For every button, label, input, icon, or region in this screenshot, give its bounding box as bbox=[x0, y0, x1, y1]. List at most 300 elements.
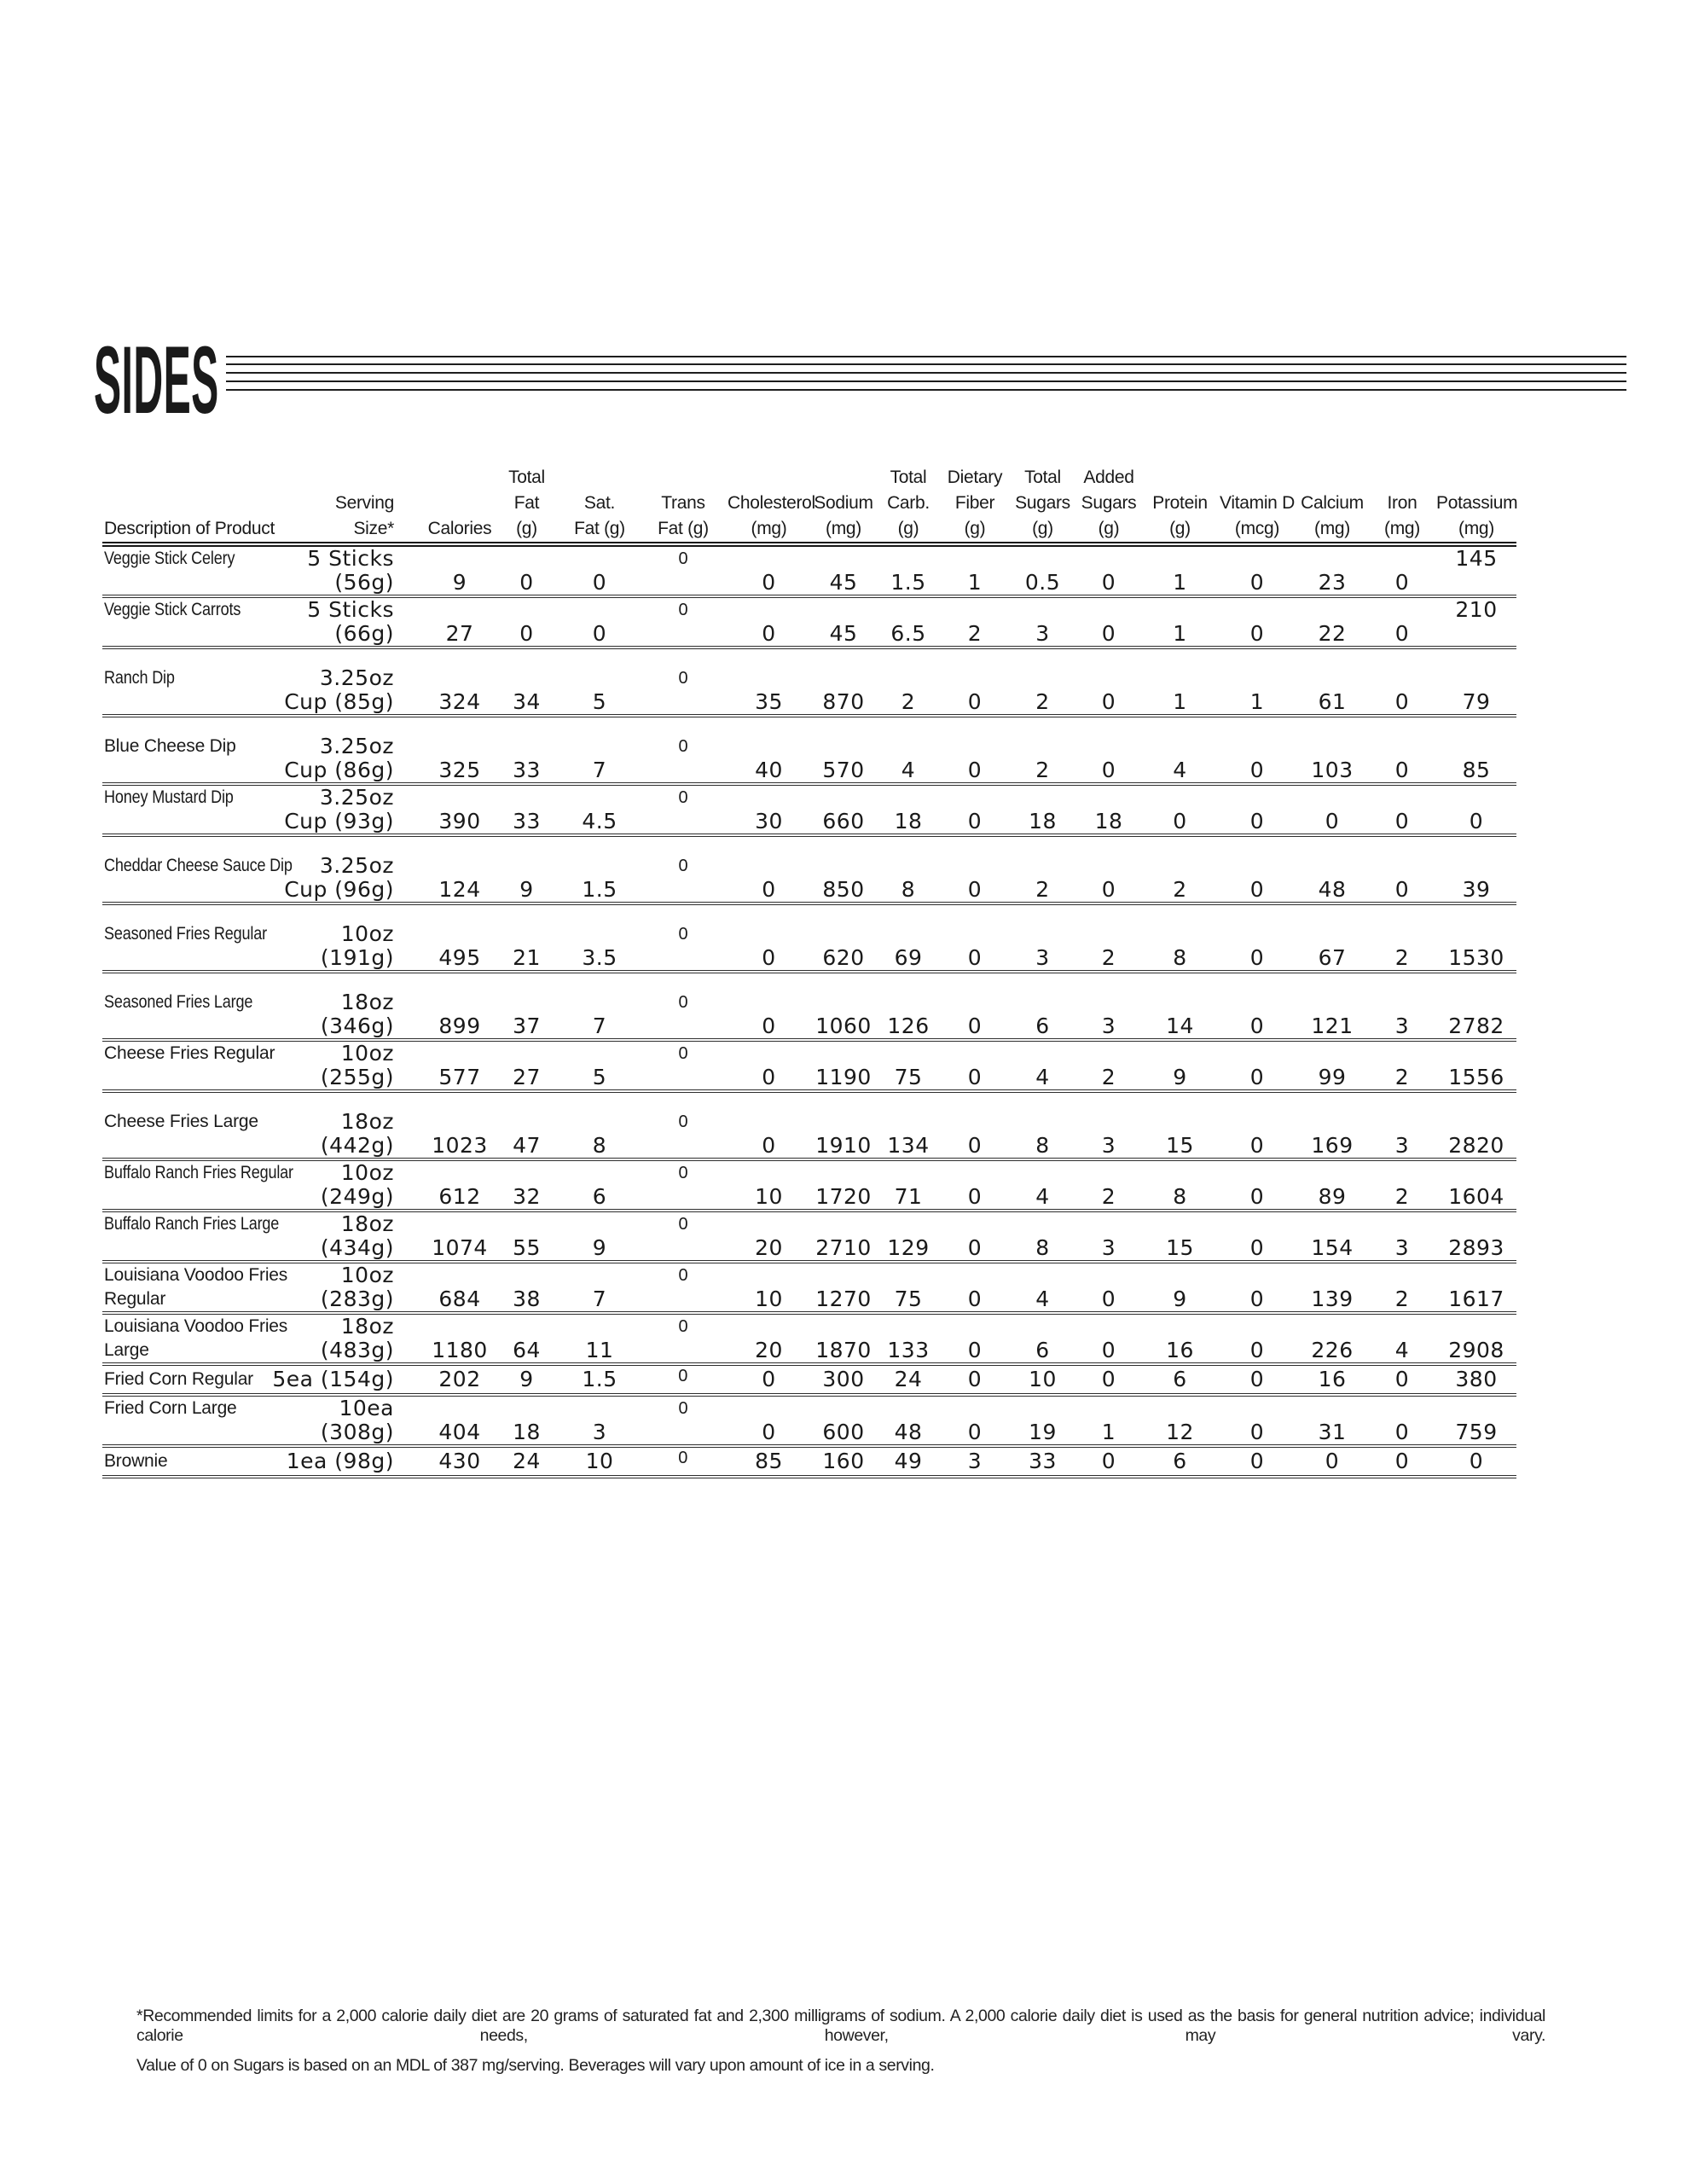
value-line-top bbox=[810, 990, 877, 1014]
value-line-top bbox=[1296, 1212, 1368, 1236]
nutrition-table bbox=[102, 465, 1516, 1478]
cell-iron bbox=[1368, 1366, 1436, 1393]
cell-calories bbox=[426, 922, 493, 970]
value-line bbox=[877, 1366, 940, 1393]
product-name: Seasoned Fries Large bbox=[104, 992, 253, 1012]
cell-total_fat bbox=[493, 1448, 560, 1475]
product-name-line bbox=[104, 786, 328, 810]
header-line: Sugars bbox=[1015, 493, 1070, 513]
value-line-top bbox=[728, 735, 810, 758]
value-line-top bbox=[877, 1110, 940, 1134]
value-line-bottom: 35 bbox=[755, 689, 783, 714]
product-name-line2 bbox=[104, 1287, 328, 1311]
header-line: Sat. bbox=[583, 493, 616, 513]
value-line-top bbox=[728, 1042, 810, 1066]
value-line-bottom: 0 bbox=[967, 1420, 983, 1444]
cell-sugars bbox=[1010, 1110, 1075, 1158]
cell-carb bbox=[877, 1366, 940, 1393]
header-line: Protein bbox=[1152, 493, 1208, 513]
value-line-top bbox=[1218, 1042, 1296, 1066]
value-line-bottom: 0 bbox=[1101, 1338, 1116, 1362]
serving-size-line2: (249g) bbox=[320, 1184, 394, 1209]
cell-calories bbox=[426, 1366, 493, 1393]
value-line-top bbox=[1436, 666, 1516, 690]
cell-fiber bbox=[940, 1042, 1010, 1089]
cell-serving bbox=[286, 1448, 426, 1475]
cell-fiber bbox=[940, 1366, 1010, 1393]
cell-added_sugars bbox=[1075, 922, 1142, 970]
cell-sodium bbox=[810, 786, 877, 834]
value-line-bottom: 18 bbox=[1094, 809, 1123, 834]
cell-name bbox=[102, 547, 328, 595]
cell-cholesterol bbox=[728, 786, 810, 834]
product-name: Buffalo Ranch Fries Regular bbox=[104, 1163, 293, 1182]
header-trans_fat bbox=[639, 465, 728, 542]
value-total_fat: 24 bbox=[513, 1449, 541, 1473]
header-line: (g) bbox=[897, 519, 919, 538]
cell-calcium bbox=[1296, 1161, 1368, 1209]
value-line bbox=[810, 1366, 877, 1393]
value-line-top bbox=[940, 786, 1010, 810]
cell-total_fat bbox=[493, 666, 560, 714]
serving-size-line1: 18oz bbox=[340, 1314, 394, 1339]
cell-added_sugars bbox=[1075, 1315, 1142, 1362]
value-line-top bbox=[1010, 1212, 1075, 1236]
value-line-top bbox=[728, 990, 810, 1014]
value-line-bottom: 0 bbox=[1249, 1235, 1265, 1260]
header-line: (mg) bbox=[1314, 519, 1350, 538]
serving-size-line2: (66g) bbox=[334, 621, 394, 646]
cell-fiber bbox=[940, 1315, 1010, 1362]
cell-sodium bbox=[810, 1315, 877, 1362]
serving-size-line1: 3.25oz bbox=[319, 785, 394, 810]
value-line-top bbox=[728, 666, 810, 690]
value-line-bottom: 2782 bbox=[1448, 1014, 1504, 1038]
value-iron: 0 bbox=[1394, 1449, 1410, 1473]
value-calcium: 0 bbox=[1325, 1449, 1340, 1473]
cell-protein bbox=[1142, 922, 1218, 970]
value-line-bottom: 2893 bbox=[1448, 1235, 1504, 1260]
value-line-bottom: 3 bbox=[1101, 1133, 1116, 1158]
value-line-bottom: 20 bbox=[755, 1235, 783, 1260]
cell-carb bbox=[877, 786, 940, 834]
cell-calories bbox=[426, 1110, 493, 1158]
cell-calories bbox=[426, 1448, 493, 1475]
value-line-top bbox=[940, 922, 1010, 946]
cell-added_sugars bbox=[1075, 1110, 1142, 1158]
value-line-top bbox=[1142, 1397, 1218, 1420]
value-line-bottom: 126 bbox=[887, 1014, 930, 1038]
value-line-top bbox=[1368, 854, 1436, 878]
value-line-top bbox=[940, 1397, 1010, 1420]
cell-carb bbox=[877, 547, 940, 595]
value-line-top bbox=[877, 1212, 940, 1236]
value-line-top bbox=[1296, 1315, 1368, 1339]
cell-calories bbox=[426, 1315, 493, 1362]
value-line-top bbox=[426, 990, 493, 1014]
value-line-top bbox=[1075, 786, 1142, 810]
value-line-top bbox=[426, 786, 493, 810]
value-line-bottom: 79 bbox=[1462, 689, 1491, 714]
value-line-top bbox=[877, 1397, 940, 1420]
value-line-top bbox=[560, 786, 639, 810]
value-line-top bbox=[810, 735, 877, 758]
value-line-top: 0 bbox=[678, 1044, 688, 1063]
value-line-top bbox=[877, 735, 940, 758]
cell-sodium bbox=[810, 598, 877, 646]
value-line-bottom bbox=[639, 1014, 728, 1038]
product-name-line2 bbox=[104, 1066, 328, 1089]
cell-potassium bbox=[1436, 1212, 1516, 1260]
cell-total_fat bbox=[493, 1212, 560, 1260]
value-line-bottom: 0 bbox=[1394, 758, 1410, 782]
value-line-top bbox=[1296, 598, 1368, 622]
cell-sugars bbox=[1010, 1042, 1075, 1089]
cell-sodium bbox=[810, 1397, 877, 1444]
value-line-bottom bbox=[639, 1066, 728, 1089]
value-line-top bbox=[1436, 1161, 1516, 1185]
cell-protein bbox=[1142, 1397, 1218, 1444]
cell-calcium bbox=[1296, 598, 1368, 646]
value-line-top bbox=[1142, 666, 1218, 690]
value-line-bottom: 1530 bbox=[1448, 945, 1504, 970]
header-line bbox=[426, 491, 493, 516]
value-line-bottom: 404 bbox=[438, 1420, 481, 1444]
cell-sodium bbox=[810, 1263, 877, 1311]
value-line bbox=[1142, 1366, 1218, 1393]
value-line-bottom bbox=[639, 810, 728, 834]
product-name: Ranch Dip bbox=[104, 668, 175, 688]
value-line-top bbox=[1296, 1110, 1368, 1134]
cell-sodium bbox=[810, 922, 877, 970]
value-line-bottom: 8 bbox=[901, 877, 916, 902]
product-name-line bbox=[104, 1315, 328, 1339]
product-name-line bbox=[104, 1161, 328, 1185]
cell-serving bbox=[320, 1211, 426, 1260]
value-line-bottom bbox=[639, 1134, 728, 1158]
header-line: Total bbox=[1024, 468, 1061, 487]
title-decorative-rules bbox=[226, 356, 1626, 391]
value-line-top bbox=[1368, 1161, 1436, 1185]
value-line-top bbox=[728, 1315, 810, 1339]
value-line-bottom: 47 bbox=[513, 1133, 541, 1158]
value-line-top bbox=[940, 1315, 1010, 1339]
value-line-bottom bbox=[639, 1185, 728, 1209]
value-line-top bbox=[810, 1397, 877, 1420]
value-line-top bbox=[1075, 598, 1142, 622]
value-vitamin_d: 0 bbox=[1249, 1449, 1265, 1473]
product-name-line bbox=[104, 1212, 328, 1236]
value-line-top bbox=[426, 1263, 493, 1287]
value-line-top bbox=[728, 1110, 810, 1134]
product-name-line bbox=[104, 1263, 328, 1287]
value-line-bottom: 2 bbox=[1035, 758, 1050, 782]
value-sat_fat: 10 bbox=[585, 1449, 614, 1473]
value-line-bottom: 0 bbox=[762, 570, 776, 595]
value-line-bottom: 121 bbox=[1311, 1014, 1354, 1038]
header-line: Calcium bbox=[1301, 493, 1364, 513]
value-sugars: 33 bbox=[1029, 1449, 1057, 1473]
value-line bbox=[1010, 1448, 1075, 1475]
value-line-bottom: 154 bbox=[1311, 1235, 1354, 1260]
serving-size-line1: 5 Sticks bbox=[307, 546, 394, 571]
value-line-bottom: 2710 bbox=[815, 1235, 872, 1260]
value-line-bottom: 14 bbox=[1166, 1014, 1194, 1038]
serving-size-line2: Cup (86g) bbox=[284, 758, 394, 782]
value-line-top bbox=[1142, 735, 1218, 758]
header-line: Potassium bbox=[1436, 493, 1518, 513]
value-protein: 6 bbox=[1173, 1367, 1187, 1391]
value-line-top bbox=[560, 598, 639, 622]
cell-calcium bbox=[1296, 1448, 1368, 1475]
value-line-bottom: 2 bbox=[967, 621, 983, 646]
value-line-bottom: 75 bbox=[894, 1065, 923, 1089]
value-line-top bbox=[1142, 1315, 1218, 1339]
value-line-bottom: 2820 bbox=[1448, 1133, 1504, 1158]
header-line: (g) bbox=[1032, 519, 1053, 538]
cell-iron bbox=[1368, 786, 1436, 834]
cell-total_fat bbox=[493, 1042, 560, 1089]
value-line-bottom bbox=[1436, 571, 1516, 595]
value-line bbox=[940, 1366, 1010, 1393]
value-line-top bbox=[426, 1110, 493, 1134]
value-line-top: 0 bbox=[678, 669, 688, 688]
value-line-bottom: 1 bbox=[1173, 621, 1187, 646]
value-line-top bbox=[493, 1397, 560, 1420]
cell-serving bbox=[307, 597, 426, 646]
value-line-bottom: 1 bbox=[1173, 570, 1187, 595]
value-added_sugars: 0 bbox=[1101, 1367, 1116, 1391]
value-line-bottom: 0 bbox=[1394, 570, 1410, 595]
value-line-bottom: 0 bbox=[967, 1287, 983, 1311]
cell-protein bbox=[1142, 598, 1218, 646]
cell-calcium bbox=[1296, 1263, 1368, 1311]
cell-name bbox=[102, 1212, 328, 1260]
value-line-bottom: 0 bbox=[1394, 689, 1410, 714]
value-line bbox=[1436, 1448, 1516, 1475]
serving-size-line2: (434g) bbox=[320, 1235, 394, 1260]
cell-iron bbox=[1368, 922, 1436, 970]
cell-calcium bbox=[1296, 922, 1368, 970]
value-line-top bbox=[1075, 735, 1142, 758]
value-line-bottom: 0 bbox=[1249, 1065, 1265, 1089]
header-sugars bbox=[1010, 465, 1075, 542]
value-line-bottom: 67 bbox=[1318, 945, 1347, 970]
value-line-bottom: 0 bbox=[967, 877, 983, 902]
table-row bbox=[102, 649, 1516, 717]
value-sodium: 300 bbox=[822, 1367, 865, 1391]
cell-serving bbox=[284, 665, 426, 714]
cell-total_fat bbox=[493, 547, 560, 595]
cell-sugars bbox=[1010, 854, 1075, 902]
cell-trans_fat bbox=[639, 1366, 728, 1393]
value-line-bottom: 600 bbox=[822, 1420, 865, 1444]
cell-cholesterol bbox=[728, 735, 810, 782]
header-line bbox=[328, 465, 394, 491]
value-line bbox=[1010, 1366, 1075, 1393]
header-line: Total bbox=[508, 468, 545, 487]
value-line-bottom: 1 bbox=[967, 570, 983, 595]
cell-added_sugars bbox=[1075, 1212, 1142, 1260]
value-line-bottom: 0.5 bbox=[1024, 570, 1061, 595]
header-line bbox=[104, 491, 328, 516]
footnote-recommended-limits: *Recommended limits for a 2,000 calorie daily diet are 20 grams of saturated fat and 2,300 milligrams of sodium. A 2,000 calorie daily diet is used as the basis for general nutrition advice; individual calorie needs, however, may vary. bbox=[136, 2007, 1545, 2045]
header-line bbox=[1218, 465, 1296, 491]
value-line-top bbox=[1296, 786, 1368, 810]
value-line-top: 0 bbox=[678, 737, 688, 756]
cell-iron bbox=[1368, 854, 1436, 902]
header-line: Dietary bbox=[947, 468, 1003, 487]
value-line-bottom: 8 bbox=[1035, 1133, 1050, 1158]
value-line-top bbox=[1142, 786, 1218, 810]
value-line-bottom: 3 bbox=[1394, 1235, 1410, 1260]
value-line bbox=[728, 1448, 810, 1475]
cell-name bbox=[102, 1315, 328, 1362]
value-line-bottom: 1604 bbox=[1448, 1184, 1504, 1209]
cell-calcium bbox=[1296, 990, 1368, 1038]
value-vitamin_d: 0 bbox=[1249, 1367, 1265, 1391]
table-row bbox=[102, 1366, 1516, 1397]
value-line-bottom: 1270 bbox=[815, 1287, 872, 1311]
table-row bbox=[102, 598, 1516, 649]
header-carb bbox=[877, 465, 940, 542]
cell-protein bbox=[1142, 854, 1218, 902]
cell-sodium bbox=[810, 1448, 877, 1475]
cell-iron bbox=[1368, 666, 1436, 714]
cell-trans_fat bbox=[639, 1315, 728, 1362]
cell-protein bbox=[1142, 1212, 1218, 1260]
value-line-bottom: 4 bbox=[1035, 1287, 1050, 1311]
value-line-top bbox=[1436, 786, 1516, 810]
value-line bbox=[1436, 1366, 1516, 1393]
cell-added_sugars bbox=[1075, 1042, 1142, 1089]
value-line-top bbox=[728, 1161, 810, 1185]
value-line-bottom: 2 bbox=[1101, 1184, 1116, 1209]
header-line bbox=[728, 465, 810, 491]
header-potassium bbox=[1436, 465, 1516, 542]
value-line-bottom: 620 bbox=[822, 945, 865, 970]
cell-carb bbox=[877, 1448, 940, 1475]
value-line-bottom: 48 bbox=[1318, 877, 1347, 902]
value-line-top bbox=[1218, 547, 1296, 571]
value-cholesterol: 0 bbox=[762, 1367, 776, 1391]
value-line-bottom: 9 bbox=[452, 570, 467, 595]
value-line-top bbox=[728, 786, 810, 810]
value-line-top bbox=[1075, 1315, 1142, 1339]
cell-sugars bbox=[1010, 547, 1075, 595]
header-line: (mg) bbox=[1384, 519, 1420, 538]
cell-potassium bbox=[1436, 547, 1516, 595]
cell-trans_fat bbox=[639, 854, 728, 902]
value-line-top: 0 bbox=[678, 993, 688, 1012]
cell-carb bbox=[877, 854, 940, 902]
value-line-bottom: 0 bbox=[1249, 809, 1265, 834]
cell-fiber bbox=[940, 666, 1010, 714]
value-line-bottom: 2 bbox=[1101, 945, 1116, 970]
value-line-bottom: 1910 bbox=[815, 1133, 872, 1158]
product-name-line bbox=[104, 1110, 328, 1134]
value-line bbox=[426, 1448, 493, 1475]
product-name-line2 bbox=[104, 1014, 328, 1038]
value-line-top bbox=[877, 786, 940, 810]
value-line-bottom: 18 bbox=[513, 1420, 541, 1444]
serving-size-line2: (191g) bbox=[320, 945, 394, 970]
value-line-bottom: 139 bbox=[1311, 1287, 1354, 1311]
cell-cholesterol bbox=[728, 922, 810, 970]
value-calcium: 16 bbox=[1318, 1367, 1347, 1391]
value-line-top bbox=[1436, 735, 1516, 758]
value-line-bottom: 0 bbox=[1249, 1338, 1265, 1362]
value-line-bottom: 577 bbox=[438, 1065, 481, 1089]
cell-sodium bbox=[810, 1212, 877, 1260]
value-line-top bbox=[940, 598, 1010, 622]
value-line-bottom: 2908 bbox=[1448, 1338, 1504, 1362]
value-line-bottom: 21 bbox=[513, 945, 541, 970]
value-line-top bbox=[1436, 922, 1516, 946]
cell-added_sugars bbox=[1075, 990, 1142, 1038]
value-line-top bbox=[1218, 786, 1296, 810]
cell-calcium bbox=[1296, 1315, 1368, 1362]
value-line-top bbox=[1010, 1315, 1075, 1339]
cell-trans_fat bbox=[639, 1042, 728, 1089]
value-line-top bbox=[493, 1212, 560, 1236]
value-line bbox=[877, 1448, 940, 1475]
header-name bbox=[102, 465, 328, 542]
cell-potassium bbox=[1436, 1263, 1516, 1311]
value-total_fat: 9 bbox=[519, 1367, 534, 1391]
value-line-bottom: 660 bbox=[822, 809, 865, 834]
value-line-top bbox=[493, 735, 560, 758]
value-line-top bbox=[1218, 990, 1296, 1014]
value-line-top bbox=[1296, 990, 1368, 1014]
value-line-top bbox=[877, 547, 940, 571]
cell-sodium bbox=[810, 666, 877, 714]
value-line bbox=[940, 1448, 1010, 1475]
cell-sugars bbox=[1010, 666, 1075, 714]
header-line: Serving bbox=[334, 493, 394, 513]
value-line-top bbox=[940, 666, 1010, 690]
cell-vitamin_d bbox=[1218, 1397, 1296, 1444]
value-line-top bbox=[1368, 735, 1436, 758]
value-line-top: 0 bbox=[678, 857, 688, 875]
value-line-top bbox=[1075, 1397, 1142, 1420]
cell-added_sugars bbox=[1075, 854, 1142, 902]
serving-size-line1: 10oz bbox=[340, 1041, 394, 1066]
product-name: Brownie bbox=[104, 1451, 168, 1471]
value-line-bottom: 6 bbox=[1035, 1338, 1050, 1362]
value-line-bottom: 27 bbox=[513, 1065, 541, 1089]
value-line-bottom: 2 bbox=[1394, 1065, 1410, 1089]
cell-fiber bbox=[940, 1212, 1010, 1260]
cell-vitamin_d bbox=[1218, 1315, 1296, 1362]
value-line-top bbox=[1142, 598, 1218, 622]
cell-sat_fat bbox=[560, 1263, 639, 1311]
cell-total_fat bbox=[493, 1110, 560, 1158]
value-trans_fat: 0 bbox=[678, 1367, 688, 1385]
value-line-top bbox=[810, 547, 877, 571]
cell-calcium bbox=[1296, 786, 1368, 834]
value-line-bottom bbox=[639, 690, 728, 714]
cell-cholesterol bbox=[728, 1110, 810, 1158]
value-line-bottom: 30 bbox=[755, 809, 783, 834]
value-line-bottom: 1.5 bbox=[890, 570, 926, 595]
value-line-bottom: 4 bbox=[901, 758, 916, 782]
cell-total_fat bbox=[493, 786, 560, 834]
value-line-top bbox=[1010, 786, 1075, 810]
value-line-top bbox=[810, 922, 877, 946]
value-line bbox=[1142, 1448, 1218, 1475]
cell-added_sugars bbox=[1075, 1397, 1142, 1444]
